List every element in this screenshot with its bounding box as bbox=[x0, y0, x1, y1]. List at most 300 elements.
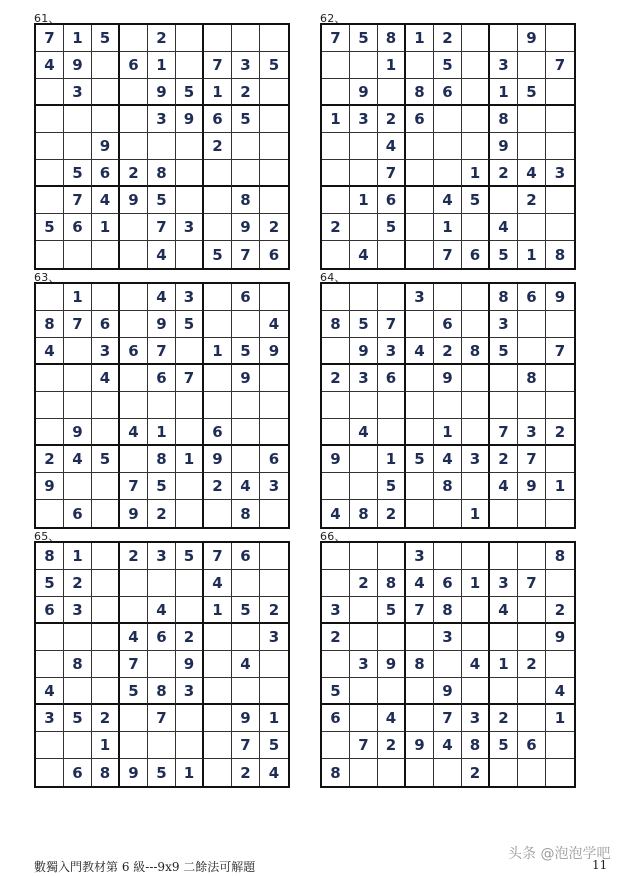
sudoku-cell: 3 bbox=[350, 106, 378, 133]
sudoku-cell: 5 bbox=[176, 79, 204, 106]
sudoku-cell: 8 bbox=[322, 759, 350, 786]
sudoku-cell bbox=[120, 392, 148, 419]
sudoku-cell bbox=[120, 284, 148, 311]
sudoku-cell bbox=[64, 106, 92, 133]
sudoku-cell: 2 bbox=[518, 651, 546, 678]
sudoku-cell: 7 bbox=[546, 338, 574, 365]
sudoku-cell: 5 bbox=[36, 570, 64, 597]
sudoku-cell: 9 bbox=[406, 732, 434, 759]
sudoku-cell bbox=[120, 597, 148, 624]
sudoku-cell: 5 bbox=[120, 678, 148, 705]
sudoku-cell bbox=[36, 759, 64, 786]
sudoku-cell bbox=[120, 311, 148, 338]
sudoku-cell bbox=[322, 187, 350, 214]
sudoku-cell: 3 bbox=[92, 338, 120, 365]
sudoku-cell: 2 bbox=[518, 187, 546, 214]
sudoku-cell bbox=[378, 543, 406, 570]
sudoku-cell: 9 bbox=[204, 446, 232, 473]
sudoku-cell: 4 bbox=[546, 678, 574, 705]
sudoku-cell bbox=[232, 25, 260, 52]
sudoku-cell: 7 bbox=[322, 25, 350, 52]
sudoku-cell: 2 bbox=[120, 543, 148, 570]
sudoku-cell bbox=[92, 597, 120, 624]
sudoku-cell bbox=[350, 446, 378, 473]
sudoku-cell bbox=[406, 214, 434, 241]
sudoku-cell: 4 bbox=[378, 705, 406, 732]
sudoku-cell: 1 bbox=[148, 419, 176, 446]
sudoku-cell: 9 bbox=[350, 338, 378, 365]
sudoku-cell: 5 bbox=[64, 160, 92, 187]
sudoku-cell bbox=[64, 133, 92, 160]
sudoku-cell: 4 bbox=[462, 651, 490, 678]
sudoku-cell bbox=[462, 311, 490, 338]
sudoku-cell: 4 bbox=[148, 284, 176, 311]
sudoku-cell: 8 bbox=[406, 79, 434, 106]
sudoku-cell bbox=[322, 543, 350, 570]
sudoku-cell: 4 bbox=[406, 570, 434, 597]
sudoku-cell bbox=[148, 570, 176, 597]
sudoku-cell: 6 bbox=[434, 311, 462, 338]
sudoku-cell: 5 bbox=[518, 79, 546, 106]
sudoku-cell bbox=[176, 419, 204, 446]
sudoku-cell bbox=[546, 133, 574, 160]
sudoku-cell: 2 bbox=[378, 500, 406, 527]
sudoku-cell bbox=[92, 473, 120, 500]
sudoku-cell bbox=[36, 419, 64, 446]
sudoku-cell: 8 bbox=[378, 570, 406, 597]
sudoku-cell: 4 bbox=[434, 446, 462, 473]
sudoku-cell: 9 bbox=[120, 759, 148, 786]
sudoku-cell: 5 bbox=[434, 52, 462, 79]
sudoku-cell bbox=[232, 311, 260, 338]
sudoku-cell: 1 bbox=[434, 214, 462, 241]
sudoku-cell: 4 bbox=[64, 446, 92, 473]
sudoku-cell bbox=[92, 678, 120, 705]
sudoku-cell bbox=[434, 651, 462, 678]
sudoku-cell: 6 bbox=[120, 338, 148, 365]
sudoku-grid bbox=[34, 23, 290, 270]
sudoku-cell: 2 bbox=[546, 419, 574, 446]
sudoku-cell: 7 bbox=[148, 214, 176, 241]
watermark-text: 头条 @泡泡学吧 bbox=[508, 846, 611, 862]
sudoku-cell: 7 bbox=[434, 241, 462, 268]
sudoku-cell: 7 bbox=[120, 651, 148, 678]
sudoku-cell bbox=[378, 241, 406, 268]
sudoku-cell bbox=[204, 500, 232, 527]
sudoku-cell: 1 bbox=[462, 570, 490, 597]
sudoku-cell bbox=[176, 473, 204, 500]
sudoku-cell: 8 bbox=[148, 678, 176, 705]
sudoku-cell: 3 bbox=[148, 106, 176, 133]
sudoku-cell: 5 bbox=[232, 597, 260, 624]
sudoku-cell bbox=[434, 133, 462, 160]
sudoku-cell bbox=[232, 133, 260, 160]
sudoku-cell bbox=[36, 284, 64, 311]
sudoku-cell bbox=[406, 365, 434, 392]
sudoku-cell: 8 bbox=[434, 597, 462, 624]
sudoku-cell: 8 bbox=[350, 500, 378, 527]
sudoku-cell: 5 bbox=[64, 705, 92, 732]
sudoku-cell bbox=[378, 79, 406, 106]
sudoku-cell: 2 bbox=[322, 214, 350, 241]
sudoku-cell: 5 bbox=[260, 732, 288, 759]
sudoku-cell: 9 bbox=[176, 106, 204, 133]
sudoku-cell bbox=[434, 106, 462, 133]
sudoku-cell: 7 bbox=[518, 446, 546, 473]
sudoku-cell: 6 bbox=[64, 500, 92, 527]
sudoku-cell bbox=[518, 52, 546, 79]
sudoku-cell: 1 bbox=[546, 705, 574, 732]
sudoku-cell: 8 bbox=[406, 651, 434, 678]
sudoku-cell: 5 bbox=[148, 473, 176, 500]
sudoku-cell: 1 bbox=[92, 214, 120, 241]
sudoku-cell bbox=[64, 392, 92, 419]
sudoku-cell: 9 bbox=[64, 419, 92, 446]
sudoku-cell: 8 bbox=[36, 311, 64, 338]
sudoku-cell bbox=[92, 500, 120, 527]
sudoku-cell: 2 bbox=[64, 570, 92, 597]
sudoku-cell bbox=[322, 52, 350, 79]
sudoku-cell bbox=[36, 160, 64, 187]
sudoku-cell bbox=[260, 365, 288, 392]
sudoku-cell bbox=[204, 214, 232, 241]
sudoku-cell: 4 bbox=[260, 311, 288, 338]
sudoku-cell bbox=[378, 419, 406, 446]
sudoku-cell: 2 bbox=[462, 759, 490, 786]
sudoku-cell: 9 bbox=[434, 365, 462, 392]
sudoku-cell bbox=[176, 570, 204, 597]
sudoku-cell: 5 bbox=[232, 338, 260, 365]
sudoku-cell bbox=[64, 338, 92, 365]
sudoku-cell bbox=[232, 446, 260, 473]
sudoku-cell bbox=[176, 187, 204, 214]
sudoku-cell bbox=[148, 732, 176, 759]
sudoku-cell bbox=[518, 624, 546, 651]
sudoku-cell bbox=[36, 187, 64, 214]
sudoku-cell: 4 bbox=[36, 338, 64, 365]
sudoku-cell bbox=[120, 365, 148, 392]
sudoku-cell: 4 bbox=[204, 570, 232, 597]
sudoku-cell bbox=[378, 284, 406, 311]
sudoku-cell bbox=[120, 214, 148, 241]
sudoku-cell: 7 bbox=[64, 187, 92, 214]
sudoku-cell: 9 bbox=[64, 52, 92, 79]
sudoku-cell: 9 bbox=[148, 311, 176, 338]
sudoku-cell bbox=[546, 79, 574, 106]
sudoku-cell: 1 bbox=[490, 651, 518, 678]
sudoku-cell: 3 bbox=[462, 705, 490, 732]
sudoku-cell bbox=[546, 187, 574, 214]
sudoku-cell: 7 bbox=[546, 52, 574, 79]
sudoku-cell bbox=[546, 446, 574, 473]
sudoku-cell bbox=[406, 500, 434, 527]
sudoku-cell bbox=[490, 759, 518, 786]
sudoku-cell: 5 bbox=[176, 543, 204, 570]
puzzle-number-label: 64、 bbox=[320, 271, 346, 284]
sudoku-cell: 2 bbox=[148, 500, 176, 527]
sudoku-cell bbox=[490, 624, 518, 651]
sudoku-cell bbox=[260, 160, 288, 187]
sudoku-cell bbox=[434, 160, 462, 187]
sudoku-cell bbox=[490, 365, 518, 392]
sudoku-cell: 6 bbox=[148, 365, 176, 392]
sudoku-cell bbox=[322, 79, 350, 106]
sudoku-cell bbox=[546, 365, 574, 392]
sudoku-cell bbox=[120, 25, 148, 52]
sudoku-cell: 2 bbox=[148, 25, 176, 52]
sudoku-cell bbox=[92, 241, 120, 268]
sudoku-cell: 5 bbox=[92, 25, 120, 52]
sudoku-cell bbox=[64, 241, 92, 268]
sudoku-cell bbox=[350, 624, 378, 651]
sudoku-cell bbox=[260, 419, 288, 446]
sudoku-cell bbox=[406, 705, 434, 732]
sudoku-cell: 4 bbox=[92, 365, 120, 392]
sudoku-cell bbox=[490, 187, 518, 214]
sudoku-cell bbox=[546, 106, 574, 133]
sudoku-cell: 8 bbox=[148, 446, 176, 473]
sudoku-cell: 1 bbox=[64, 543, 92, 570]
sudoku-cell bbox=[232, 419, 260, 446]
sudoku-cell: 9 bbox=[518, 25, 546, 52]
sudoku-cell: 4 bbox=[120, 419, 148, 446]
sudoku-cell: 7 bbox=[148, 338, 176, 365]
sudoku-cell bbox=[406, 241, 434, 268]
sudoku-cell bbox=[176, 160, 204, 187]
sudoku-cell: 9 bbox=[518, 473, 546, 500]
sudoku-cell: 6 bbox=[232, 543, 260, 570]
sudoku-cell: 6 bbox=[64, 214, 92, 241]
sudoku-cell bbox=[490, 25, 518, 52]
sudoku-cell bbox=[406, 311, 434, 338]
sudoku-cell bbox=[260, 79, 288, 106]
sudoku-cell bbox=[204, 651, 232, 678]
sudoku-cell: 7 bbox=[204, 52, 232, 79]
sudoku-cell bbox=[406, 759, 434, 786]
sudoku-cell bbox=[350, 284, 378, 311]
sudoku-cell: 5 bbox=[490, 732, 518, 759]
sudoku-cell bbox=[36, 651, 64, 678]
sudoku-cell bbox=[518, 106, 546, 133]
sudoku-cell: 6 bbox=[434, 570, 462, 597]
sudoku-cell bbox=[546, 392, 574, 419]
sudoku-cell: 3 bbox=[490, 52, 518, 79]
sudoku-cell bbox=[406, 187, 434, 214]
sudoku-cell bbox=[204, 705, 232, 732]
sudoku-cell: 3 bbox=[148, 543, 176, 570]
sudoku-cell: 6 bbox=[64, 759, 92, 786]
sudoku-cell bbox=[546, 759, 574, 786]
sudoku-cell: 2 bbox=[322, 624, 350, 651]
sudoku-cell: 5 bbox=[322, 678, 350, 705]
sudoku-cell bbox=[434, 759, 462, 786]
sudoku-cell: 8 bbox=[490, 284, 518, 311]
sudoku-cell bbox=[260, 651, 288, 678]
sudoku-cell: 4 bbox=[268, 763, 280, 782]
sudoku-cell bbox=[92, 392, 120, 419]
sudoku-cell: 6 bbox=[378, 187, 406, 214]
sudoku-cell: 1 bbox=[260, 705, 288, 732]
sudoku-cell bbox=[546, 214, 574, 241]
sudoku-cell bbox=[546, 651, 574, 678]
sudoku-cell bbox=[462, 419, 490, 446]
sudoku-cell bbox=[406, 392, 434, 419]
sudoku-cell bbox=[406, 133, 434, 160]
sudoku-cell bbox=[176, 241, 204, 268]
sudoku-cell: 2 bbox=[322, 365, 350, 392]
sudoku-cell: 9 bbox=[546, 624, 574, 651]
sudoku-cell: 1 bbox=[462, 160, 490, 187]
sudoku-cell: 8 bbox=[322, 311, 350, 338]
puzzle-number-label: 63、 bbox=[34, 271, 60, 284]
sudoku-cell: 4 bbox=[350, 419, 378, 446]
sudoku-cell: 3 bbox=[406, 543, 434, 570]
sudoku-cell bbox=[518, 133, 546, 160]
sudoku-cell: 9 bbox=[120, 187, 148, 214]
sudoku-cell bbox=[232, 160, 260, 187]
sudoku-cell bbox=[350, 52, 378, 79]
sudoku-cell: 9 bbox=[546, 284, 574, 311]
sudoku-cell: 2 bbox=[490, 446, 518, 473]
sudoku-cell bbox=[120, 106, 148, 133]
sudoku-cell bbox=[322, 570, 350, 597]
sudoku-cell bbox=[232, 624, 260, 651]
sudoku-cell: 7 bbox=[378, 311, 406, 338]
sudoku-cell: 2 bbox=[546, 597, 574, 624]
sudoku-cell bbox=[518, 311, 546, 338]
sudoku-cell bbox=[350, 473, 378, 500]
sudoku-cell: 5 bbox=[378, 214, 406, 241]
sudoku-cell: 1 bbox=[378, 446, 406, 473]
sudoku-cell bbox=[260, 500, 288, 527]
sudoku-cell: 3 bbox=[462, 446, 490, 473]
sudoku-cell: 5 bbox=[204, 241, 232, 268]
sudoku-cell: 9 bbox=[232, 365, 260, 392]
puzzle-number-label: 65、 bbox=[34, 530, 60, 543]
sudoku-cell: 3 bbox=[490, 570, 518, 597]
sudoku-cell: 7 bbox=[204, 543, 232, 570]
sudoku-cell bbox=[232, 392, 260, 419]
sudoku-cell: 2 bbox=[36, 446, 64, 473]
sudoku-cell bbox=[260, 106, 288, 133]
sudoku-cell: 4 bbox=[148, 241, 176, 268]
sudoku-cell bbox=[518, 597, 546, 624]
sudoku-cell: 5 bbox=[36, 214, 64, 241]
sudoku-cell: 3 bbox=[350, 365, 378, 392]
sudoku-cell: 5 bbox=[148, 187, 176, 214]
sudoku-cell: 9 bbox=[378, 651, 406, 678]
sudoku-cell: 1 bbox=[204, 597, 232, 624]
sudoku-cell bbox=[204, 732, 232, 759]
sudoku-cell bbox=[120, 446, 148, 473]
sudoku-cell bbox=[36, 241, 64, 268]
sudoku-cell: 4 bbox=[322, 500, 350, 527]
sudoku-cell: 1 bbox=[176, 759, 204, 786]
sudoku-cell: 9 bbox=[176, 651, 204, 678]
sudoku-cell: 7 bbox=[518, 570, 546, 597]
sudoku-cell bbox=[36, 365, 64, 392]
sudoku-cell bbox=[322, 160, 350, 187]
sudoku-cell: 3 bbox=[176, 284, 204, 311]
sudoku-cell: 4 bbox=[434, 187, 462, 214]
sudoku-cell bbox=[490, 543, 518, 570]
sudoku-cell: 3 bbox=[322, 597, 350, 624]
sudoku-cell bbox=[462, 133, 490, 160]
sudoku-cell: 3 bbox=[350, 651, 378, 678]
sudoku-cell: 1 bbox=[406, 25, 434, 52]
sudoku-cell: 4 bbox=[36, 52, 64, 79]
sudoku-cell: 3 bbox=[64, 597, 92, 624]
sudoku-cell: 1 bbox=[462, 500, 490, 527]
sudoku-cell: 2 bbox=[378, 732, 406, 759]
sudoku-cell: 2 bbox=[260, 597, 288, 624]
sudoku-cell bbox=[120, 732, 148, 759]
sudoku-cell: 4 bbox=[92, 187, 120, 214]
sudoku-cell bbox=[406, 419, 434, 446]
sudoku-cell: 8 bbox=[36, 543, 64, 570]
sudoku-cell: 2 bbox=[176, 624, 204, 651]
sudoku-cell bbox=[322, 651, 350, 678]
page-number: 11 bbox=[592, 858, 608, 872]
sudoku-cell bbox=[406, 678, 434, 705]
sudoku-cell: 4 bbox=[490, 597, 518, 624]
sudoku-cell bbox=[490, 500, 518, 527]
sudoku-cell: 4 bbox=[232, 473, 260, 500]
sudoku-cell: 3 bbox=[176, 214, 204, 241]
sudoku-cell bbox=[260, 678, 288, 705]
sudoku-cell bbox=[350, 133, 378, 160]
sudoku-cell: 5 bbox=[176, 311, 204, 338]
sudoku-cell bbox=[350, 597, 378, 624]
sudoku-cell bbox=[260, 543, 288, 570]
sudoku-cell: 4 bbox=[490, 473, 518, 500]
sudoku-cell bbox=[148, 392, 176, 419]
sudoku-cell bbox=[64, 624, 92, 651]
sudoku-cell bbox=[120, 241, 148, 268]
sudoku-cell bbox=[462, 214, 490, 241]
sudoku-cell bbox=[322, 419, 350, 446]
sudoku-cell: 9 bbox=[92, 133, 120, 160]
sudoku-cell: 3 bbox=[64, 79, 92, 106]
sudoku-cell: 8 bbox=[92, 759, 120, 786]
sudoku-cell bbox=[434, 543, 462, 570]
sudoku-cell: 5 bbox=[490, 241, 518, 268]
sudoku-cell: 7 bbox=[490, 419, 518, 446]
sudoku-cell bbox=[378, 392, 406, 419]
sudoku-cell: 8 bbox=[518, 365, 546, 392]
sudoku-cell bbox=[204, 678, 232, 705]
sudoku-cell: 6 bbox=[518, 732, 546, 759]
sudoku-cell: 4 bbox=[378, 133, 406, 160]
sudoku-cell: 2 bbox=[490, 705, 518, 732]
sudoku-cell: 2 bbox=[490, 160, 518, 187]
sudoku-grid bbox=[320, 282, 576, 529]
sudoku-cell: 1 bbox=[378, 52, 406, 79]
sudoku-cell: 3 bbox=[546, 160, 574, 187]
sudoku-cell bbox=[462, 597, 490, 624]
sudoku-cell: 5 bbox=[462, 187, 490, 214]
sudoku-cell: 1 bbox=[64, 25, 92, 52]
sudoku-cell: 1 bbox=[148, 52, 176, 79]
sudoku-cell: 8 bbox=[148, 160, 176, 187]
sudoku-cell: 5 bbox=[260, 52, 288, 79]
sudoku-cell: 4 bbox=[434, 732, 462, 759]
sudoku-cell bbox=[518, 759, 546, 786]
sudoku-cell: 2 bbox=[434, 338, 462, 365]
sudoku-cell bbox=[546, 500, 574, 527]
sudoku-cell: 4 bbox=[490, 214, 518, 241]
sudoku-cell bbox=[322, 284, 350, 311]
